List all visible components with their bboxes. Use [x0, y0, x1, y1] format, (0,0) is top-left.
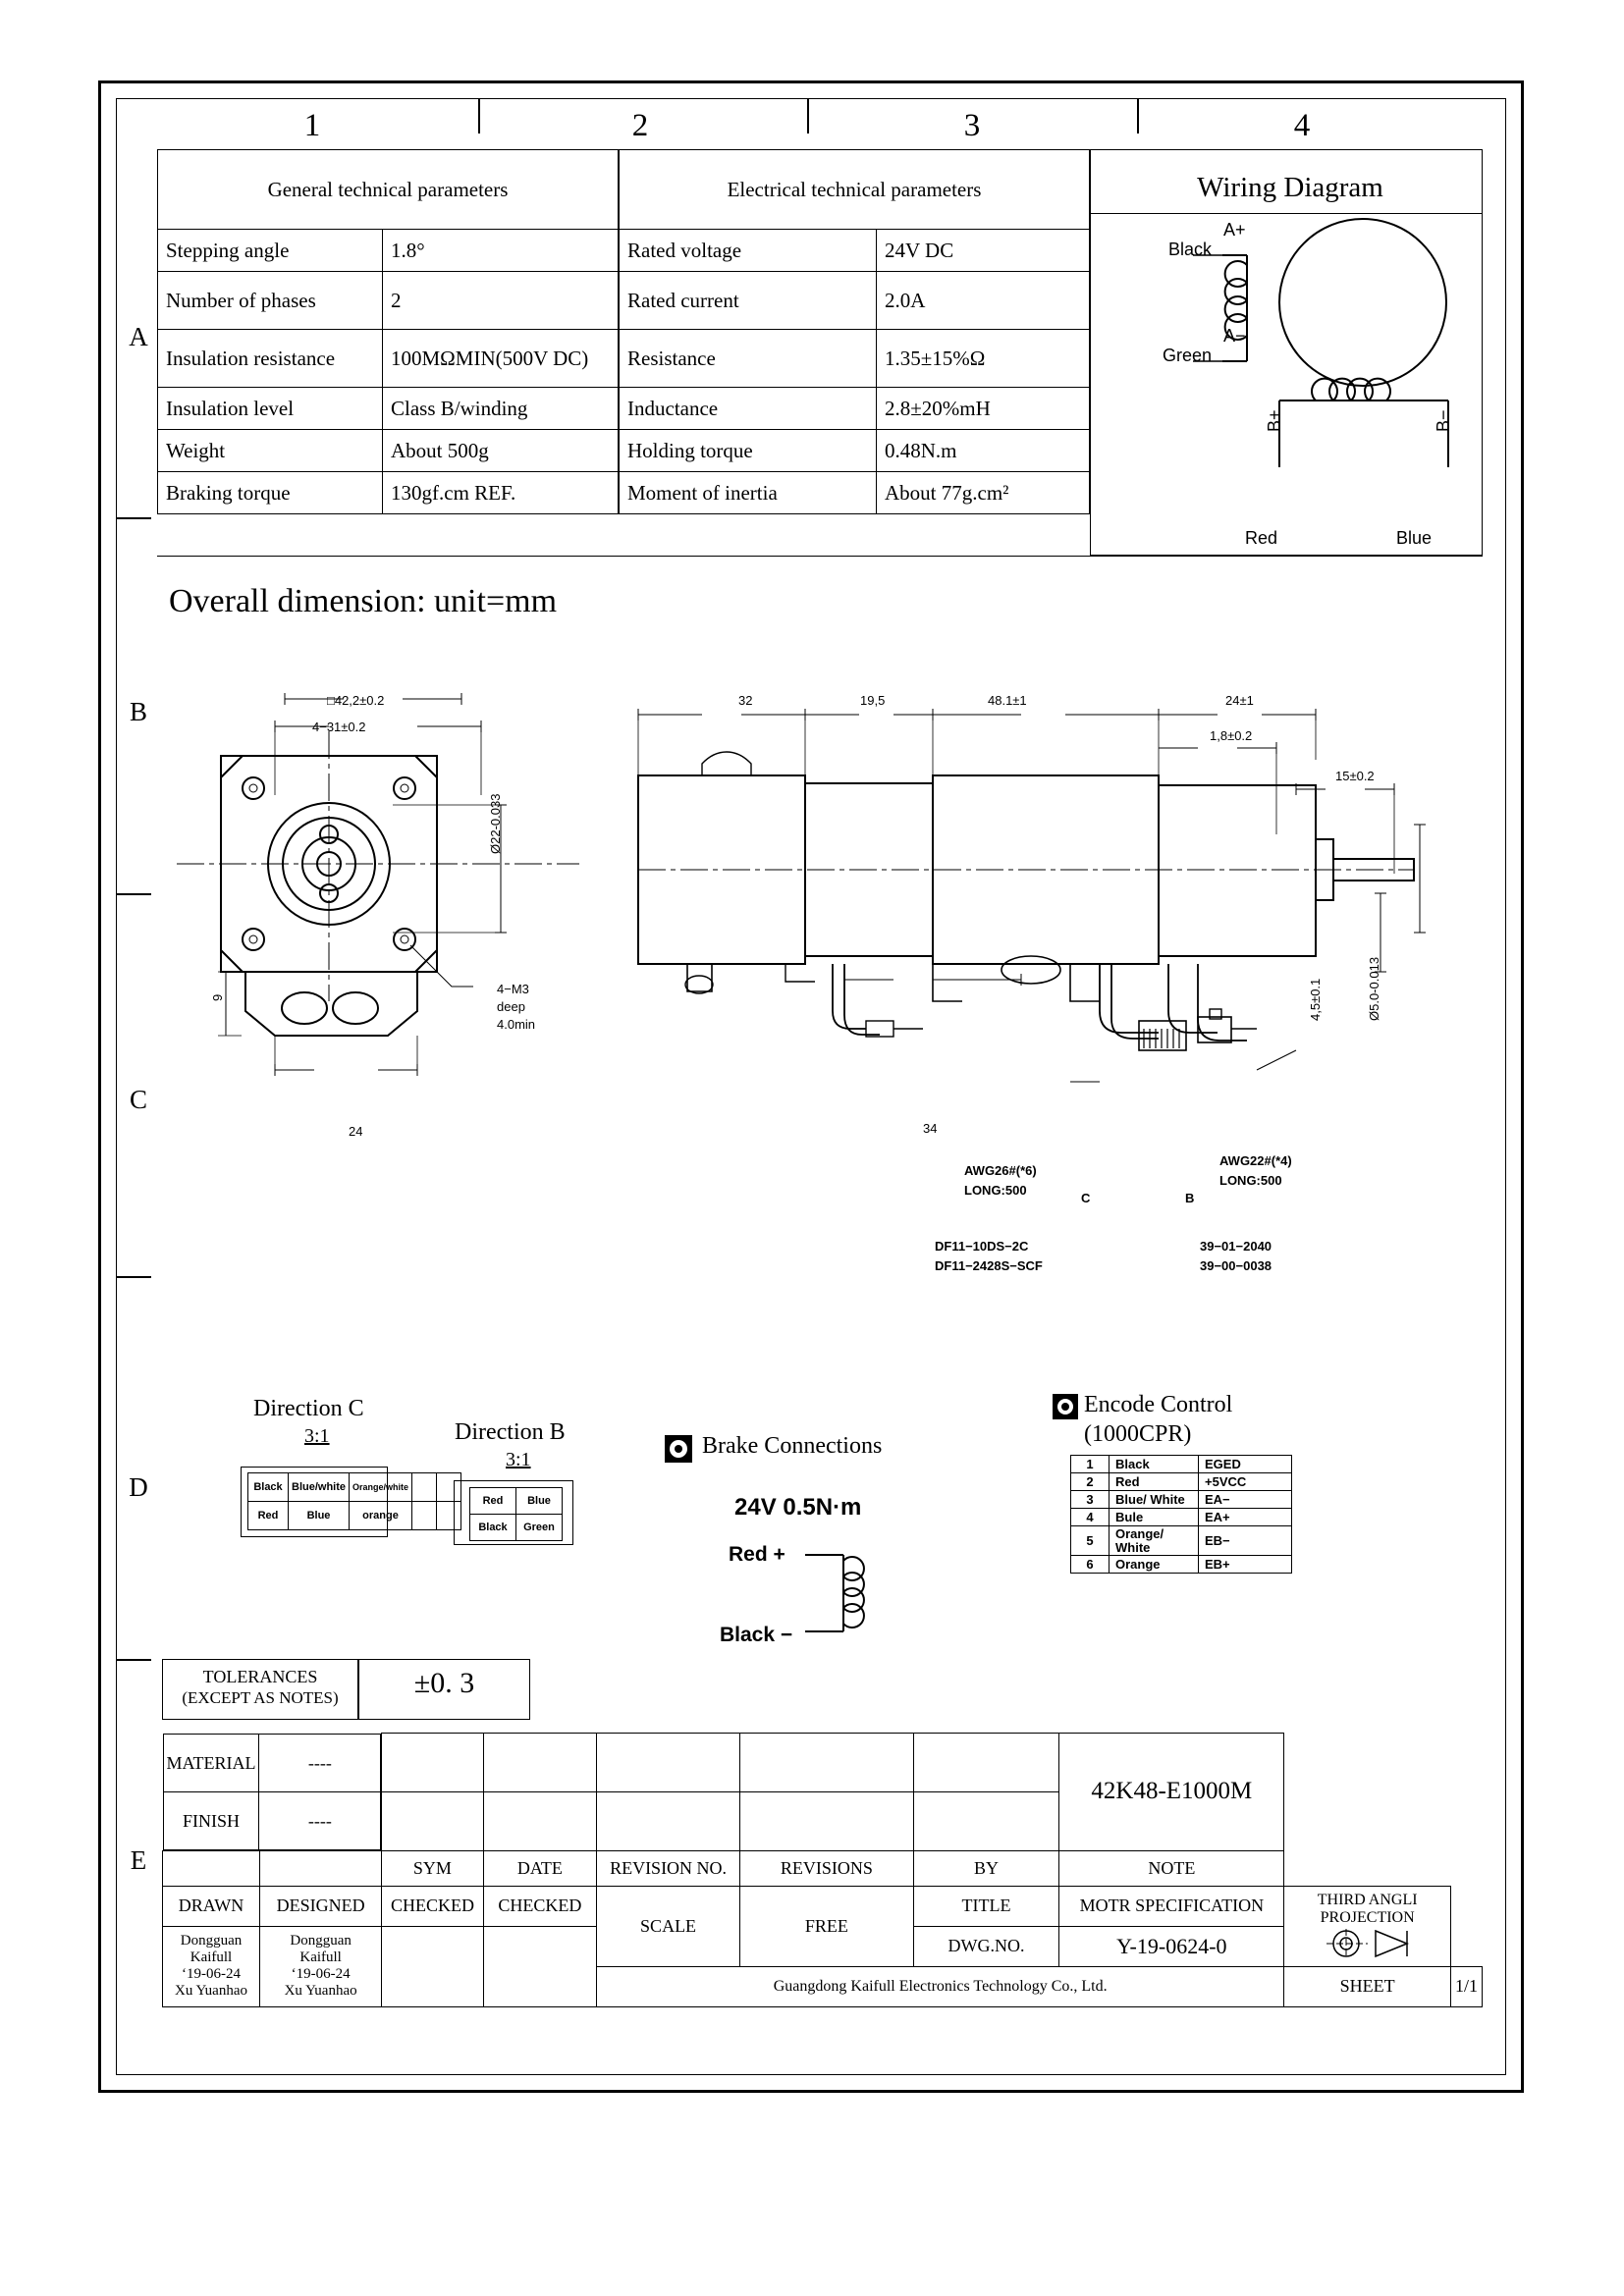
label-connector-c: C: [1081, 1191, 1091, 1205]
label-connector-b: B: [1185, 1191, 1195, 1205]
column-number-3: 3: [963, 108, 981, 143]
designed-company-1: Dongguan: [290, 1933, 352, 1949]
general-row-label: Insulation level: [158, 388, 383, 430]
brake-positive-label: Red +: [729, 1543, 785, 1566]
encoder-pin: 4: [1071, 1509, 1110, 1526]
row-divider-bc: [116, 893, 151, 895]
dim-hole-pitch: 4−31±0.2: [312, 720, 366, 734]
rev-blank: [259, 1850, 381, 1886]
direction-c-title: Direction C: [253, 1396, 364, 1421]
overall-divider: [157, 556, 1483, 557]
part-number-cell: 42K48-E1000M: [1059, 1734, 1284, 1851]
drawn-info-cell: [163, 1926, 260, 2006]
general-row-value: 2: [383, 272, 619, 330]
wiring-label-blue: Blue: [1396, 528, 1433, 548]
general-row-label: Weight: [158, 430, 383, 472]
column-divider-1: [478, 98, 480, 133]
direction-c-scale: 3:1: [304, 1425, 330, 1447]
checked-blank-2: [483, 1926, 596, 2006]
column-number-4: 4: [1293, 108, 1311, 143]
dim-dia-5: Ø5.0-0.013: [1367, 956, 1381, 1021]
general-row-label: Stepping angle: [158, 230, 383, 272]
direction-b-cell: Red: [470, 1488, 516, 1515]
brake-section-icon: [665, 1435, 694, 1465]
encoder-section-icon: [1053, 1394, 1080, 1421]
side-view-drawing: [609, 687, 1443, 1178]
encoder-pinout-table: [1070, 1455, 1292, 1574]
general-parameters-title: General technical parameters: [158, 150, 619, 230]
dwgno-value: Y-19-0624-0: [1059, 1926, 1284, 1966]
dim-nine: 9: [210, 993, 225, 1001]
label-awg22-long: LONG:500: [1219, 1173, 1282, 1188]
rev-blank: [913, 1734, 1059, 1792]
wiring-label-green: Green: [1163, 346, 1213, 365]
dim-len-1-8: 1,8±0.2: [1210, 728, 1253, 743]
direction-c-cell: Orange/white: [350, 1473, 412, 1502]
direction-b-cell: Black: [470, 1515, 516, 1541]
encoder-wire: Black: [1110, 1456, 1199, 1473]
rev-blank: [163, 1850, 260, 1886]
wiring-label-a-plus: A+: [1223, 220, 1246, 240]
label-molex-1: 39−01−2040: [1200, 1239, 1272, 1254]
encoder-pin: 2: [1071, 1473, 1110, 1491]
encoder-title: Encode Control: [1084, 1392, 1233, 1417]
dim-tap-line1: 4−M3: [497, 982, 529, 996]
direction-c-table: [247, 1472, 461, 1530]
direction-c-blank: [412, 1502, 437, 1530]
rev-blank: [740, 1734, 914, 1792]
row-letter-b: B: [129, 697, 147, 726]
third-angle-symbol: [1289, 1927, 1446, 1960]
electrical-row-label: Holding torque: [620, 430, 877, 472]
row-letter-c: C: [129, 1085, 147, 1114]
rev-blank: [597, 1734, 740, 1792]
front-view-drawing: [167, 687, 579, 1158]
designed-date: ‘19-06-24: [291, 1966, 351, 1982]
direction-c-cell: orange: [350, 1502, 412, 1530]
row-divider-de: [116, 1659, 151, 1661]
electrical-row-label: Moment of inertia: [620, 472, 877, 514]
wiring-diagram-title: Wiring Diagram: [1197, 172, 1383, 203]
wiring-label-b-minus: B−: [1434, 409, 1453, 432]
wiring-label-a-minus: A−: [1223, 326, 1246, 346]
wiring-label-red: Red: [1245, 528, 1278, 548]
scale-label: SCALE: [597, 1886, 740, 1966]
general-row-value: About 500g: [383, 430, 619, 472]
dim-len-19-5: 19,5: [860, 693, 886, 708]
tolerances-line2: (EXCEPT AS NOTES): [182, 1688, 339, 1707]
dim-square-size: □42,2±0.2: [327, 693, 385, 708]
direction-c-cell: Red: [248, 1502, 289, 1530]
wiring-label-b-plus: B+: [1265, 409, 1284, 432]
direction-b-cell: Green: [516, 1515, 563, 1541]
row-divider-cd: [116, 1276, 151, 1278]
electrical-row-value: 0.48N.m: [877, 430, 1090, 472]
direction-b-table: [469, 1487, 563, 1541]
encoder-subtitle: (1000CPR): [1084, 1421, 1192, 1447]
projection-line2: PROJECTION: [1320, 1909, 1415, 1926]
rev-blank: [597, 1791, 740, 1850]
electrical-parameters-table: [619, 149, 1090, 514]
encoder-wire: Red: [1110, 1473, 1199, 1491]
row-letter-a: A: [129, 322, 148, 351]
row-divider-ab: [116, 517, 151, 519]
column-number-1: 1: [303, 108, 321, 143]
drawn-company-2: Kaifull: [189, 1949, 233, 1965]
rev-blank: [740, 1791, 914, 1850]
wiring-label-black: Black: [1168, 240, 1213, 259]
row-letter-d: D: [129, 1472, 148, 1502]
dim-len-24: 24±1: [1225, 693, 1254, 708]
direction-c-cell: Blue/white: [289, 1473, 350, 1502]
electrical-row-label: Rated voltage: [620, 230, 877, 272]
encoder-signal: EGED: [1199, 1456, 1292, 1473]
projection-line1: THIRD ANGLI: [1317, 1892, 1418, 1909]
rev-header-by: BY: [913, 1850, 1059, 1886]
general-row-value: 130gf.cm REF.: [383, 472, 619, 514]
title-label: TITLE: [913, 1886, 1059, 1926]
electrical-row-value: 2.8±20%mH: [877, 388, 1090, 430]
electrical-row-value: 24V DC: [877, 230, 1090, 272]
title-block: [162, 1733, 1483, 2007]
column-divider-2: [807, 98, 809, 133]
rev-blank: [382, 1791, 483, 1850]
encoder-signal: EB+: [1199, 1556, 1292, 1574]
label-awg26-long: LONG:500: [964, 1183, 1027, 1198]
projection-cell: [1284, 1886, 1451, 1966]
general-row-value: 100MΩMIN(500V DC): [383, 330, 619, 388]
encoder-signal: EA−: [1199, 1491, 1292, 1509]
tolerances-line1: TOLERANCES: [202, 1667, 318, 1686]
encoder-pin: 1: [1071, 1456, 1110, 1473]
direction-b-scale: 3:1: [506, 1449, 531, 1470]
dim-len-15: 15±0.2: [1335, 769, 1375, 783]
checked-blank-1: [382, 1926, 483, 2006]
brake-connections-title: Brake Connections: [702, 1433, 883, 1459]
encoder-wire: Orange/ White: [1110, 1526, 1199, 1556]
electrical-row-label: Rated current: [620, 272, 877, 330]
checked-label-2: CHECKED: [483, 1886, 596, 1926]
dim-twentyfour: 24: [349, 1124, 363, 1139]
dim-len-32: 32: [738, 693, 753, 708]
checked-label-1: CHECKED: [382, 1886, 483, 1926]
encoder-pin: 6: [1071, 1556, 1110, 1574]
drawn-label: DRAWN: [163, 1886, 260, 1926]
rev-blank: [913, 1791, 1059, 1850]
label-df11-1: DF11−10DS−2C: [935, 1239, 1029, 1254]
label-df11-2: DF11−2428S−SCF: [935, 1258, 1043, 1273]
material-finish-value-cell: [259, 1734, 381, 1851]
rev-header-note: NOTE: [1059, 1850, 1284, 1886]
finish-label: FINISH: [163, 1791, 260, 1850]
general-row-label: Braking torque: [158, 472, 383, 514]
drawn-name: Xu Yuanhao: [174, 1983, 247, 1999]
drawn-company-1: Dongguan: [180, 1933, 243, 1949]
rev-blank: [483, 1734, 596, 1792]
electrical-row-value: About 77g.cm²: [877, 472, 1090, 514]
direction-b-title: Direction B: [455, 1419, 566, 1445]
rev-blank: [483, 1791, 596, 1850]
electrical-row-value: 2.0A: [877, 272, 1090, 330]
finish-value: ----: [259, 1791, 381, 1850]
dim-len-34: 34: [923, 1121, 938, 1136]
direction-c-blank: [412, 1473, 437, 1502]
rev-header-sym: SYM: [382, 1850, 483, 1886]
sheet-value: 1/1: [1450, 1966, 1482, 2006]
dim-len-48: 48.1±1: [988, 693, 1027, 708]
column-number-2: 2: [631, 108, 649, 143]
general-row-value: 1.8°: [383, 230, 619, 272]
row-letter-e: E: [130, 1845, 147, 1875]
brake-negative-label: Black −: [720, 1624, 793, 1646]
general-row-label: Insulation resistance: [158, 330, 383, 388]
general-row-label: Number of phases: [158, 272, 383, 330]
label-awg22: AWG22#(*4): [1219, 1153, 1292, 1168]
drawn-date: ‘19-06-24: [181, 1966, 241, 1982]
direction-b-cell: Blue: [516, 1488, 563, 1515]
designed-info-cell: [259, 1926, 381, 2006]
dim-tap-line2: deep: [497, 999, 525, 1014]
rev-blank: [382, 1734, 483, 1792]
brake-coil-graphic: [800, 1533, 928, 1651]
label-molex-2: 39−00−0038: [1200, 1258, 1272, 1273]
encoder-wire: Bule: [1110, 1509, 1199, 1526]
company-name: Guangdong Kaifull Electronics Technology Co., Ltd.: [597, 1966, 1284, 2006]
encoder-wire: Blue/ White: [1110, 1491, 1199, 1509]
dim-tap-line3: 4.0min: [497, 1017, 536, 1032]
overall-dimension-title: Overall dimension: unit=mm: [169, 583, 558, 619]
rev-header-number: REVISION NO.: [597, 1850, 740, 1886]
sheet-label: SHEET: [1284, 1966, 1451, 2006]
label-awg26: AWG26#(*6): [964, 1163, 1037, 1178]
rev-header-revisions: REVISIONS: [740, 1850, 914, 1886]
column-divider-3: [1137, 98, 1139, 133]
direction-c-cell: Black: [248, 1473, 289, 1502]
direction-c-cell: Blue: [289, 1502, 350, 1530]
rev-header-date: DATE: [483, 1850, 596, 1886]
encoder-wire: Orange: [1110, 1556, 1199, 1574]
general-row-value: Class B/winding: [383, 388, 619, 430]
designed-label: DESIGNED: [259, 1886, 381, 1926]
electrical-parameters-title: Electrical technical parameters: [620, 150, 1090, 230]
dim-len-4-5: 4,5±0.1: [1308, 978, 1323, 1021]
encoder-signal: EB−: [1199, 1526, 1292, 1556]
dwgno-label: DWG.NO.: [913, 1926, 1059, 1966]
dim-shaft-diameter: Ø22-0.033: [488, 793, 503, 854]
material-finish-label-cell: [163, 1734, 260, 1851]
material-value: ----: [259, 1734, 381, 1791]
wiring-diagram-graphic: [1090, 214, 1483, 556]
encoder-signal: +5VCC: [1199, 1473, 1292, 1491]
electrical-row-value: 1.35±15%Ω: [877, 330, 1090, 388]
electrical-row-label: Inductance: [620, 388, 877, 430]
encoder-signal: EA+: [1199, 1509, 1292, 1526]
designed-name: Xu Yuanhao: [284, 1983, 357, 1999]
brake-spec: 24V 0.5N·m: [734, 1494, 862, 1521]
general-parameters-table: [157, 149, 619, 514]
encoder-pin: 5: [1071, 1526, 1110, 1556]
title-value: MOTR SPECIFICATION: [1059, 1886, 1284, 1926]
material-label: MATERIAL: [163, 1734, 260, 1791]
encoder-pin: 3: [1071, 1491, 1110, 1509]
scale-value: FREE: [740, 1886, 914, 1966]
electrical-row-label: Resistance: [620, 330, 877, 388]
designed-company-2: Kaifull: [299, 1949, 342, 1965]
tolerances-value: ±0. 3: [413, 1667, 475, 1699]
